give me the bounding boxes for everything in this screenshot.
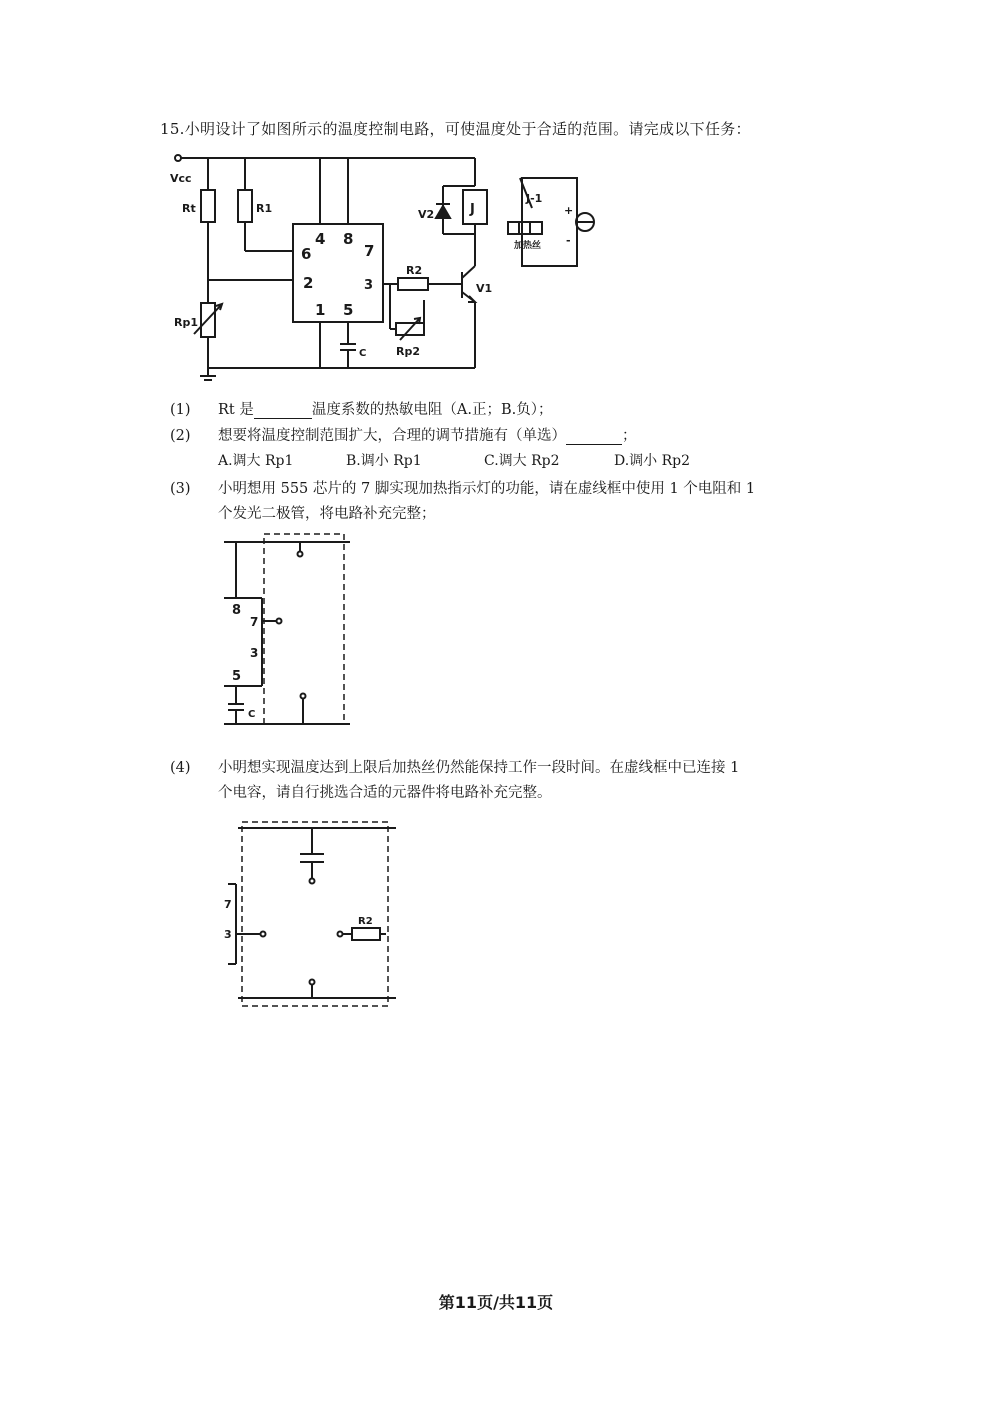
option-d: D.调小 Rp2 <box>614 453 691 469</box>
q3-pin-3: 3 <box>250 646 259 660</box>
q4-circuit-diagram[interactable] <box>220 816 400 1012</box>
part-3 <box>170 477 755 498</box>
label-r2: R2 <box>406 264 423 277</box>
page-footer: 第11页/共11页 <box>438 1293 554 1312</box>
part-2 <box>170 424 637 445</box>
part-4-number: (4) <box>170 760 191 776</box>
label-j1: J-1 <box>526 192 543 205</box>
q3-pin-7: 7 <box>250 615 259 629</box>
part-3-line2: 个发光二极管，将电路补充完整； <box>218 506 436 522</box>
part-2-pre: 想要将温度控制范围扩大，合理的调节措施有（单选） <box>218 428 566 444</box>
pin-7: 7 <box>364 242 375 260</box>
q3-circuit-diagram[interactable] <box>220 528 360 728</box>
label-rp2: Rp2 <box>396 345 420 358</box>
option-c: C.调大 Rp2 <box>484 453 560 469</box>
label-minus: - <box>566 234 571 247</box>
pin-6: 6 <box>301 245 312 263</box>
q3-pin-8: 8 <box>232 603 242 618</box>
part-3-number: (3) <box>170 481 191 497</box>
pin-4: 4 <box>315 230 326 248</box>
part-2-blank[interactable] <box>566 428 622 445</box>
q3-pin-5: 5 <box>232 669 242 684</box>
part-1-pre: Rt 是 <box>218 402 254 418</box>
pin-1: 1 <box>315 301 326 319</box>
label-rt: Rt <box>182 202 196 215</box>
part-1 <box>170 398 552 419</box>
part-1-blank[interactable] <box>254 402 312 419</box>
part-1-post: 温度系数的热敏电阻（A.正；B.负）； <box>311 402 553 418</box>
part-4-line1: 小明想实现温度达到上限后加热丝仍然能保持工作一段时间。在虚线框中已连接 1 <box>218 760 740 776</box>
part-3-line1: 小明想用 555 芯片的 7 脚实现加热指示灯的功能，请在虚线框中使用 1 个电阻和 1 <box>218 481 756 497</box>
part-2-number: (2) <box>170 428 191 444</box>
option-a: A.调大 Rp1 <box>218 453 294 469</box>
label-j: J <box>470 202 475 217</box>
pin-5: 5 <box>343 301 354 319</box>
q3-label-c: C <box>248 709 256 720</box>
pin-8: 8 <box>343 230 354 248</box>
label-r1: R1 <box>256 202 273 215</box>
option-b: B.调小 Rp1 <box>346 453 422 469</box>
label-vcc: Vcc <box>170 172 192 185</box>
part-2-post: ； <box>622 428 637 444</box>
part-4 <box>170 756 739 777</box>
label-c: C <box>359 348 367 359</box>
pin-2: 2 <box>303 274 314 292</box>
part-1-number: (1) <box>170 402 191 418</box>
label-v2: V2 <box>418 208 435 221</box>
label-heater: 加热丝 <box>514 241 542 251</box>
label-v1: V1 <box>476 282 493 295</box>
label-rp1: Rp1 <box>174 316 198 329</box>
q4-pin-7: 7 <box>224 898 232 911</box>
main-circuit-diagram <box>160 148 620 388</box>
pin-3: 3 <box>364 278 374 293</box>
part-4-line2: 个电容，请自行挑选合适的元器件将电路补充完整。 <box>218 785 552 801</box>
q4-label-r2: R2 <box>358 916 373 927</box>
label-plus: + <box>564 204 574 217</box>
question-title: 15.小明设计了如图所示的温度控制电路，可使温度处于合适的范围。请完成以下任务： <box>160 120 751 138</box>
q4-pin-3: 3 <box>224 928 232 941</box>
